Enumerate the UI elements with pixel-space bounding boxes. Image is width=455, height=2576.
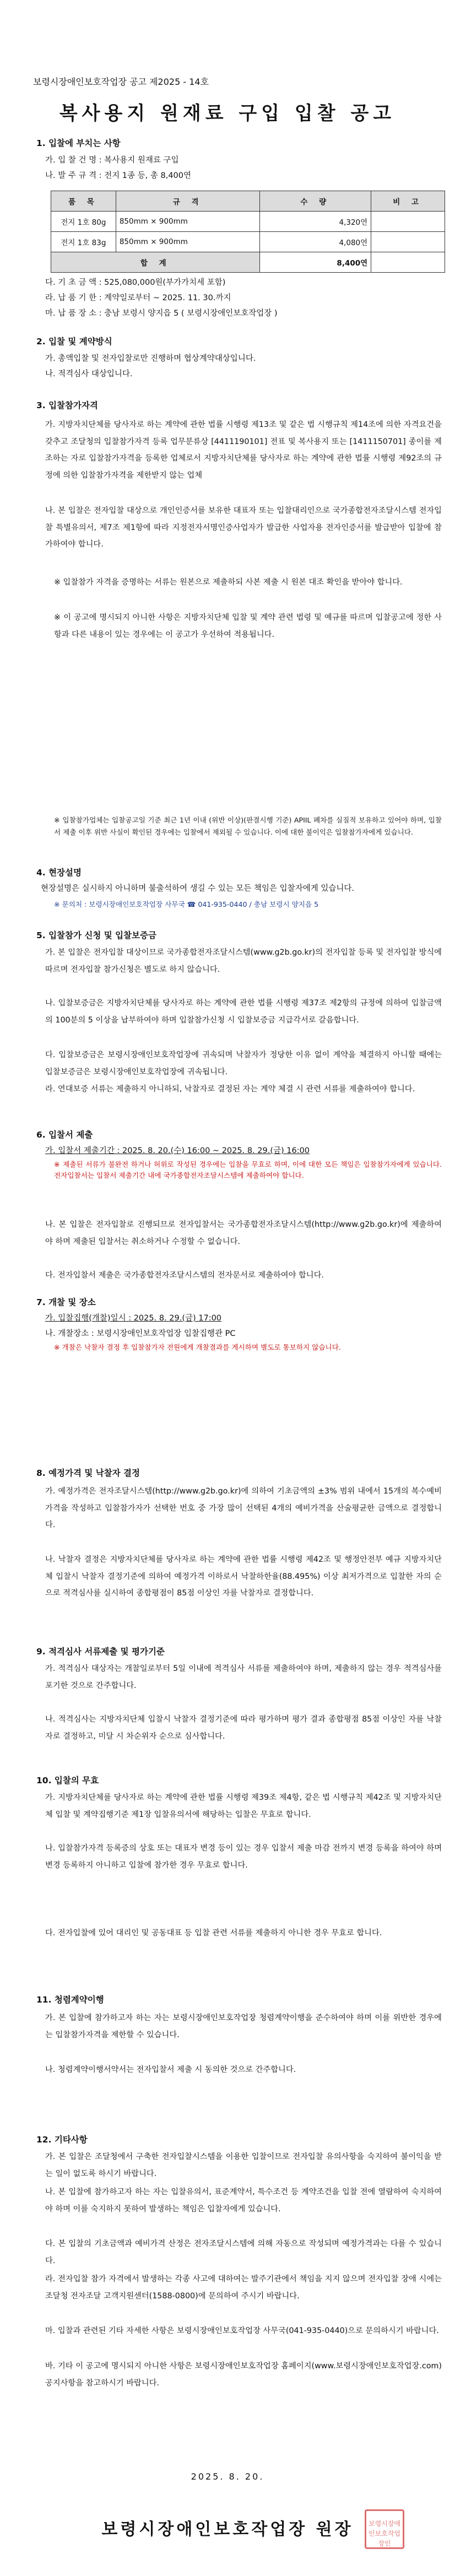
notice-number: 보령시장애인보호작업장 공고 제2025 - 14호 [33, 77, 209, 87]
eligibility-note-2: ※ 이 공고에 명시되지 아니한 사항은 지방자치단체 입찰 및 계약 관련 법령 및 예규를 따르며 입찰공고에 정한 사항과 다른 내용이 있는 경우에는 이 공고가 우선하여 적용됩니다. [54, 613, 442, 639]
opening-note: ※ 개찰은 낙찰자 결정 후 입찰참가자 전원에게 개찰결과를 게시하며 별도로 통보하지 않습니다. [54, 1343, 341, 1351]
eligibility-ga: 가. 지방자치단체를 당사자로 하는 계약에 관한 법률 시행령 제13조 및 같은 법 시행규칙 제14조에 의한 자격요건을 갖추고 조달청의 입찰참가자격 등록 업무분류상 [4411190101] 전표 및 복사용지 또는 [1411150701] 종이를 제조하는 자로 입찰참가자격을 등록한 업체로서 지방자치단체를 당사자로 하는 계약에 관한 법률 시행령 제92조의 규정에 의한 입찰참가자격을 제한받지 않는 업체 [45, 420, 442, 480]
misc-ra: 라. 전자입찰 참가 자격에서 발생하는 각종 사고에 대하여는 발주기관에서 책임을 지지 않으며 전자입찰 장애 시에는 조달청 전자조달 고객지원센터(1588-0800)에 문의하여 주시기 바랍니다. [45, 2275, 442, 2301]
section-10-heading: 10. 입찰의 무효 [36, 1776, 99, 1785]
table-row [51, 212, 445, 232]
contract-method: 가. 총액입찰 및 전자입찰로만 진행하며 협상계약대상입니다. [45, 354, 256, 363]
bid-deposit-ra: 라. 연대보증 서류는 제출하지 아니하되, 낙찰자로 결정된 자는 계약 체결 시 관련 서류를 제출하여야 합니다. [45, 1085, 415, 1094]
section-4-heading: 4. 현장설명 [36, 868, 82, 878]
section-3-heading: 3. 입찰참가자격 [36, 401, 98, 410]
page-title: 복사용지 원재료 구입 입찰 공고 [59, 102, 396, 125]
misc-da: 다. 본 입찰의 기초금액과 예비가격 산정은 전자조달시스템에 의해 자동으로 작성되며 예정가격과는 다를 수 있습니다. [45, 2239, 442, 2265]
eligibility-note-1: ※ 입찰참가 자격을 증명하는 서류는 원본으로 제출하되 사본 제출 시 원본 대조 확인을 받아야 합니다. [54, 578, 403, 587]
contact-info: ※ 문의처 : 보령시장애인보호작업장 사무국 ☎ 041-935-0440 / 충남 보령시 양지읍 5 [54, 900, 319, 908]
total-value: 8,400연 [260, 252, 371, 273]
table-header: 비 고 [371, 191, 445, 212]
table-row [51, 232, 445, 252]
invalid-bid-na: 나. 입찰참가자격 등록증의 상호 또는 대표자 변경 등이 있는 경우 입찰서 제출 마감 전까지 변경 등록을 하여야 하며 변경 등록하지 아니하고 입찰에 참가한 경우 무효로 합니다. [45, 1844, 442, 1870]
review-submission: 가. 적격심사 대상자는 개찰일로부터 5일 이내에 적격심사 서류를 제출하여야 하며, 제출하지 않는 경우 적격심사를 포기한 것으로 간주합니다. [45, 1664, 442, 1690]
section-12-heading: 12. 기타사항 [36, 2135, 88, 2145]
item-delivery-place: 마. 납 품 장 소 : 충남 보령시 양지읍 5 ( 보령시장애인보호작업장 ) [45, 309, 278, 318]
table-cell-empty [371, 252, 445, 273]
section-5-heading: 5. 입찰참가 신청 및 입찰보증금 [36, 930, 156, 940]
invalid-bid-ga: 가. 지방자치단체를 당사자로 하는 계약에 관한 법률 시행령 제39조 제4항, 같은 법 시행규칙 제42조 및 지방자치단체 입찰 및 계약집행기준 제1장 입찰유의서에 해당하는 입찰은 무효로 합니다. [45, 1793, 442, 1819]
table-cell: 850mm × 900mm [116, 232, 260, 252]
eligibility-footnote: ※ 입찰참가업체는 입찰공고일 기준 최근 1년 이내 (위반 이상)(판결시행 기준) APIIL 폐차를 실질적 보유하고 있어야 하며, 입찰서 제출 이후 위반 사실이 확인된 경우에는 입찰에서 제외될 수 있습니다. 이에 대한 불이익은 입찰참가자에게 있습니다. [54, 816, 442, 836]
table-cell [371, 232, 445, 252]
section-9-heading: 9. 적격심사 서류제출 및 평가기준 [36, 1647, 165, 1657]
section-1-heading: 1. 입찰에 부치는 사항 [36, 138, 121, 148]
qualification-review: 나. 적격심사 대상입니다. [45, 370, 133, 378]
submission-na: 나. 본 입찰은 전자입찰로 진행되므로 전자입찰서는 국가종합전자조달시스템(http://www.g2b.go.kr)에 제출하여야 하며 제출된 입찰서는 취소하거나 수정할 수 없습니다. [45, 1220, 442, 1246]
misc-ma: 마. 입찰과 관련된 기타 자세한 사항은 보령시장애인보호작업장 사무국(041-935-0440)으로 문의하시기 바랍니다. [45, 2326, 439, 2335]
table-cell: 850mm × 900mm [116, 212, 260, 232]
submission-period-text: 가. 입찰서 제출기간 : 2025. 8. 20.(수) 16:00 ~ 2025. 8. 29.(금) 16:00 [45, 1146, 310, 1155]
eligibility-na: 나. 본 입찰은 전자입찰 대상으로 개인인증서를 보유한 대표자 또는 입찰대리인으로 국가종합전자조달시스템 전자입찰 특별유의서, 제7조 제1항에 따라 지정전자서명인증사업자가 발급한 사업자용 전자인증서를 발급받아 입찰에 참가하여야 합니다. [45, 506, 442, 549]
table-header: 규 격 [116, 191, 260, 212]
item-bid-name: 가. 입 찰 건 명 : 복사용지 원재료 구입 [45, 156, 179, 165]
table-cell: 전지 1호 80g [51, 212, 116, 232]
submission-warning: ※ 제출된 서류가 불완전 하거나 허위로 작성된 경우에는 입찰을 무효로 하며, 이에 대한 모든 책임은 입찰참가자에게 있습니다. 전자입찰서는 입찰서 제출기간 내에 국가종합전자조달시스템에 제출하여야 합니다. [54, 1160, 442, 1179]
item-delivery-deadline: 라. 납 품 기 한 : 계약일로부터 ~ 2025. 11. 30.까지 [45, 294, 231, 302]
misc-ga: 가. 본 입찰은 조달청에서 구축한 전자입찰시스템을 이용한 입찰이므로 전자입찰 유의사항을 숙지하여 불이익을 받는 일이 없도록 하시기 바랍니다. [45, 2152, 442, 2178]
section-8-heading: 8. 예정가격 및 낙찰자 결정 [36, 1468, 140, 1478]
misc-ba: 바. 기타 이 공고에 명시되지 아니한 사항은 보령시장애인보호작업장 홈페이지(www.보령시장애인보호작업장.com) 공지사항을 참고하시기 바랍니다. [45, 2362, 442, 2388]
section-2-heading: 2. 입찰 및 계약방식 [36, 337, 112, 347]
table-cell: 4,080연 [260, 232, 371, 252]
item-base-amount: 다. 기 초 금 액 : 525,080,000원(부가가치세 포함) [45, 278, 226, 287]
bid-deposit-ga: 가. 본 입찰은 전자입찰 대상이므로 국가종합전자조달시스템(www.g2b.go.kr)의 전자입찰 등록 및 전자입찰 방식에 따르며 전자입찰 참가신청은 별도로 하지 않습니다. [45, 948, 442, 974]
total-label: 합 계 [51, 252, 260, 273]
table-header: 품 목 [51, 191, 116, 212]
misc-na: 나. 본 입찰에 참가하고자 하는 자는 입찰유의서, 표준계약서, 특수조건 등 계약조건을 입찰 전에 열람하여 숙지하여야 하며 이를 숙지하지 못하여 발생하는 책임은 입찰자에게 있습니다. [45, 2188, 442, 2214]
bid-deposit-da: 다. 입찰보증금은 보령시장애인보호작업장에 귀속되며 낙찰자가 정당한 이유 없이 계약을 체결하지 아니할 때에는 입찰보증금은 보령시장애인보호작업장에 귀속됩니다. [45, 1051, 442, 1076]
issuer-name: 보령시장애인보호작업장 원장 [101, 2520, 354, 2539]
opening-datetime-text: 가. 입찰집행(개찰)일시 : 2025. 8. 29.(금) 17:00 [45, 1314, 222, 1323]
opening-place: 나. 개찰장소 : 보령시장애인보호작업장 입찰집행관 PC [45, 1329, 236, 1338]
submission-period [45, 1145, 442, 1157]
official-seal [365, 2509, 404, 2549]
table-cell: 4,320연 [260, 212, 371, 232]
integrity-ga: 가. 본 입찰에 참가하고자 하는 자는 보령시장애인보호작업장 청렴계약이행을 준수하여야 하며 이를 위반한 경우에는 입찰참가자격을 제한할 수 있습니다. [45, 2014, 442, 2039]
table-total-row [51, 252, 445, 273]
invalid-bid-da: 다. 전자입찰에 있어 대리인 및 공동대표 등 입찰 관련 서류를 제출하지 아니한 경우 무효로 합니다. [45, 1929, 382, 1938]
integrity-na: 나. 청렴계약이행서약서는 전자입찰서 제출 시 동의한 것으로 간주합니다. [45, 2065, 296, 2074]
table-cell: 전지 1호 83g [51, 232, 116, 252]
notice-date: 2025. 8. 20. [191, 2471, 264, 2482]
items-table [51, 191, 445, 273]
winner-decision: 나. 낙찰자 결정은 지방자치단체를 당사자로 하는 계약에 관한 법률 시행령 제42조 및 행정안전부 예규 지방자치단체 입찰시 낙찰자 결정기준에 의하여 예정가격 이하로서 낙찰하한율(88.495%) 이상 최저가격으로 입찰한 자의 순으로 적격심사를 실시하여 종합평점이 85점 이상인 자를 낙찰자로 결정합니다. [45, 1555, 442, 1598]
table-header-row [51, 191, 445, 212]
section-7-heading: 7. 개찰 및 장소 [36, 1297, 96, 1307]
opening-datetime [45, 1312, 221, 1324]
table-header: 수 량 [260, 191, 371, 212]
section-6-heading: 6. 입찰서 제출 [36, 1130, 93, 1140]
section-11-heading: 11. 청렴계약이행 [36, 1995, 104, 2005]
table-cell [371, 212, 445, 232]
bid-deposit-na: 나. 입찰보증금은 지방자치단체를 당사자로 하는 계약에 관한 법률 시행령 제37조 제2항의 규정에 의하여 입찰금액의 100분의 5 이상을 납부하여야 하며 입찰참가신청 시 입찰보증금 지급각서로 갈음합니다. [45, 999, 442, 1025]
submission-da: 다. 전자입찰서 제출은 국가종합전자조달시스템의 전자문서로 제출하여야 합니다. [45, 1271, 324, 1280]
item-spec: 나. 발 주 규 격 : 전지 1종 등, 총 8,400연 [45, 171, 192, 180]
seal-text: 보령시장애인보호작업장인 [369, 2520, 400, 2547]
site-briefing-text: 현장설명은 실시하지 아니하며 불출석하여 생길 수 있는 모든 책임은 입찰자에게 있습니다. [41, 884, 354, 893]
estimated-price: 가. 예정가격은 전자조달시스템(http://www.g2b.go.kr)에 의하여 기초금액의 ±3% 범위 내에서 15개의 복수예비가격을 작성하고 입찰참가자가 선택한 번호 중 가장 많이 선택된 4개의 예비가격을 산술평균한 금액으로 결정합니다. [45, 1487, 442, 1530]
review-criteria: 나. 적격심사는 지방자치단체 입찰시 낙찰자 결정기준에 따라 평가하며 평가 결과 종합평점 85점 이상인 자를 낙찰자로 결정하고, 미달 시 차순위자 순으로 심사합니다. [45, 1715, 442, 1741]
